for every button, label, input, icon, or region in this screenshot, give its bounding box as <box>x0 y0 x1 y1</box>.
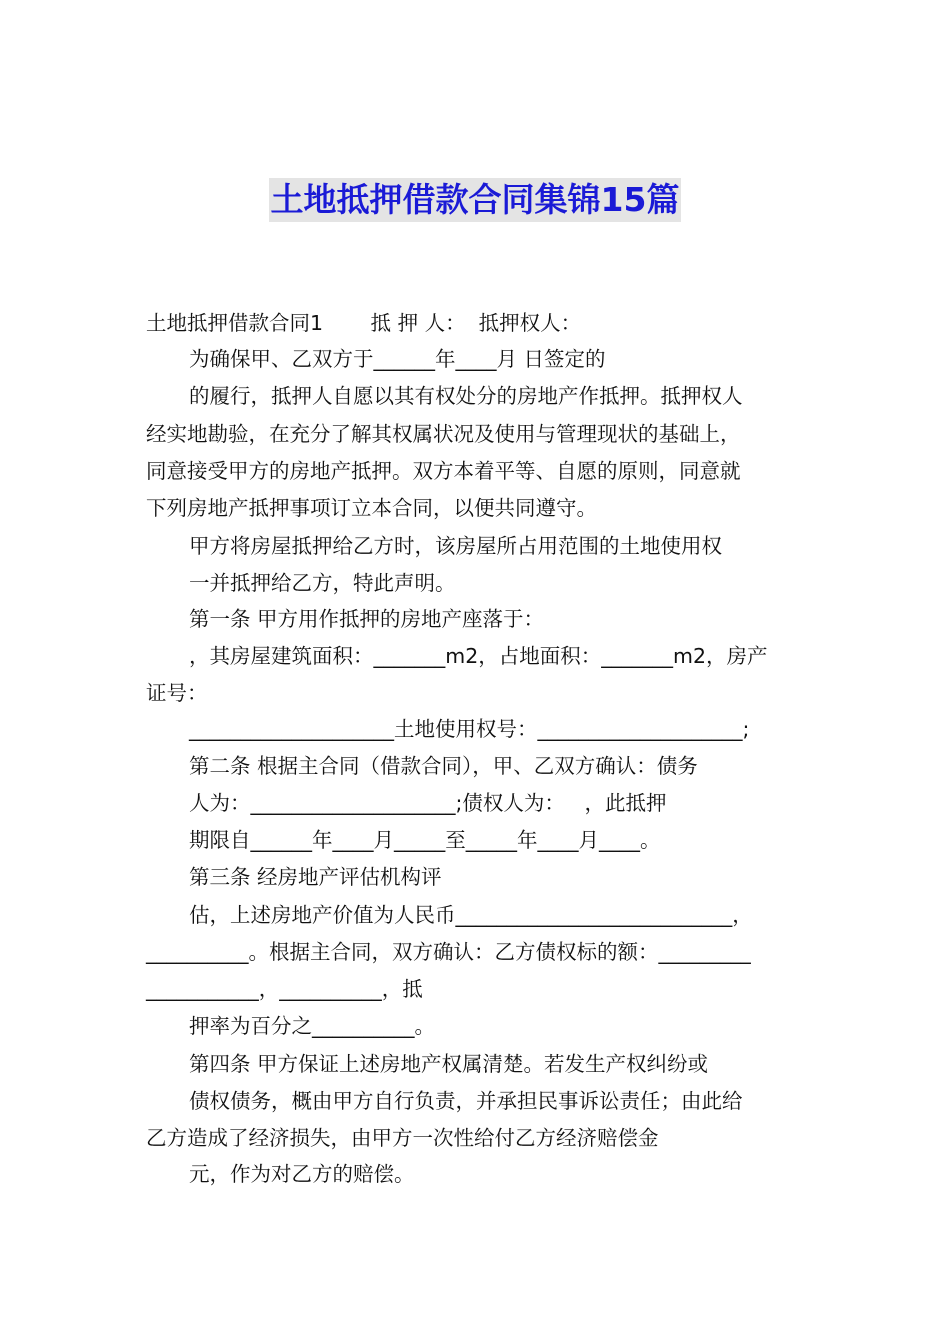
text-line: 土地抵押借款合同1 抵 押 人： 抵押权人： <box>146 311 582 335</box>
text-line: 甲方将房屋抵押给乙方时，该房屋所占用范围的土地使用权 <box>189 534 722 558</box>
text-line: 人为：____________________;债权人为： ，此抵押 <box>189 791 667 815</box>
text-line: 元，作为对乙方的赔偿。 <box>189 1162 415 1186</box>
text-line: 乙方造成了经济损失，由甲方一次性给付乙方经济赔偿金 <box>146 1126 659 1150</box>
text-line: 经实地勘验，在充分了解其权属状况及使用与管理现状的基础上， <box>146 422 741 446</box>
text-line: 第二条 根据主合同（借款合同），甲、乙双方确认：债务 <box>189 754 698 778</box>
document-title: 土地抵押借款合同集锦15篇 <box>269 178 682 222</box>
text-line: 押率为百分之__________。 <box>189 1014 435 1038</box>
text-line: 下列房地产抵押事项订立本合同，以便共同遵守。 <box>146 496 597 520</box>
text-line: 债权债务，概由甲方自行负责，并承担民事诉讼责任；由此给 <box>189 1089 743 1113</box>
text-line: 证号： <box>146 681 208 705</box>
text-line: __________。根据主合同，双方确认：乙方债权标的额：_________ <box>146 940 751 964</box>
text-line: ___________，__________，抵 <box>146 977 423 1001</box>
text-line: 第三条 经房地产评估机构评 <box>189 865 442 889</box>
text-line: 的履行，抵押人自愿以其有权处分的房地产作抵押。抵押权人 <box>189 384 743 408</box>
text-line: ，其房屋建筑面积：_______m2，占地面积：_______m2，房产 <box>189 644 768 668</box>
text-line: 估，上述房地产价值为人民币___________________________， <box>189 903 753 927</box>
text-line: 同意接受甲方的房地产抵押。双方本着平等、自愿的原则，同意就 <box>146 459 741 483</box>
title-container <box>0 178 950 222</box>
text-line: 第四条 甲方保证上述房地产权属清楚。若发生产权纠纷或 <box>189 1052 709 1076</box>
text-line: ____________________土地使用权号：____________________; <box>189 717 750 741</box>
text-line: 期限自______年____月_____至_____年____月____。 <box>189 828 661 852</box>
text-line: 第一条 甲方用作抵押的房地产座落于： <box>189 607 545 631</box>
text-line: 一并抵押给乙方，特此声明。 <box>189 571 456 595</box>
text-line: 为确保甲、乙双方于______年____月 日签定的 <box>189 347 606 371</box>
